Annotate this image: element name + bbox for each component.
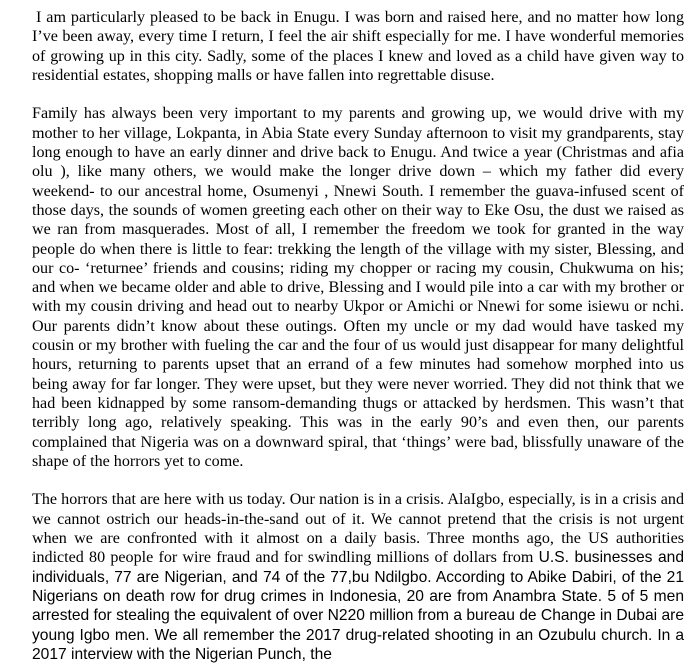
paragraph-family-memories: Family has always been very important to my parents and growing up, we would drive with my mother to her village, Lokpanta, in Abia State every Sunday afternoon to visit my grandparents, stay long enough to have an early dinner and drive back to Enugu. And twice a year (Christmas and afia olu ), like many others, we would make the longer drive down – which my father did every weekend- to our ancestral home, Osumenyi , Nnewi South. I remember the guava-infused scent of those days, the sounds of women greeting each other on their way to Eke Osu, the dust we raised as we ran from masquerades. Most of all, I remember the freedom we took for granted in the way people do when there is little to fear: trekking the length of the village with my sister, Blessing, and our co- ‘returnee’ friends and cousins; riding my chopper or racing my cousin, Chukwuma on his; and when we became older and able to drive, Blessing and I would pile into a car with my brother or with my cousin driving and head out to nearby Ukpor or Amichi or Nnewi for some isiewu or nchi. Our parents didn’t know about these outings. Often my uncle or my dad would have tasked my cousin or my brother with fueling the car and the four of us would just disappear for many delightful hours, returning to parents upset that an errand of a few minutes had somehow morphed into us being away for far longer. They were upset, but they were never worried. They did not think that we had been kidnapped by some ransom-demanding thugs or attacked by herdsmen. This wasn’t that terribly long ago, relatively speaking. This was in the early 90’s and even then, our parents complained that Nigeria was on a downward spiral, that ‘things’ were bad, blissfully unaware of the shape of the horrors yet to come. [32, 105, 684, 470]
paragraph-crisis-serif-text: The horrors that are here with us today. Our nation is in a crisis. AlaIgbo, especially, is in a crisis and we cannot ostrich our heads-in-the-sand out of it. We cannot pretend that the crisis is not urgent when we are confronted with it almost on a daily basis. Three months ago, the US authorities indicted 80 people for wire fraud and for swindling millions of dollars from [32, 491, 684, 567]
paragraph-crisis-sans-text: U.S. businesses and individuals, 77 are Nigerian, and 74 of the 77,bu Ndilgbo. According to Abike Dabiri, of the 21 Nigerians on death row for drug crimes in Indonesia, 20 are from Anambra State. 5 of 5 men arrested for stealing the equivalent of over N220 million from a bureau de Change in Dubai are young Igbo men. We all remember the 2017 drug-related shooting in an Ozubulu church. In a 2017 interview with the Nigerian Punch, the [32, 549, 685, 663]
paragraph-spacer [32, 471, 684, 490]
paragraph-spacer [32, 85, 684, 104]
paragraph-homecoming: I am particularly pleased to be back in Enugu. I was born and raised here, and no matter how long I’ve been away, every time I return, I feel the air shift especially for me. I have wonderful memories of growing up in this city. Sadly, some of the places I knew and loved as a child have given way to residential estates, shopping malls or have fallen into regrettable disuse. [32, 9, 684, 84]
paragraph-crisis [32, 490, 684, 664]
document-page [32, 8, 684, 664]
